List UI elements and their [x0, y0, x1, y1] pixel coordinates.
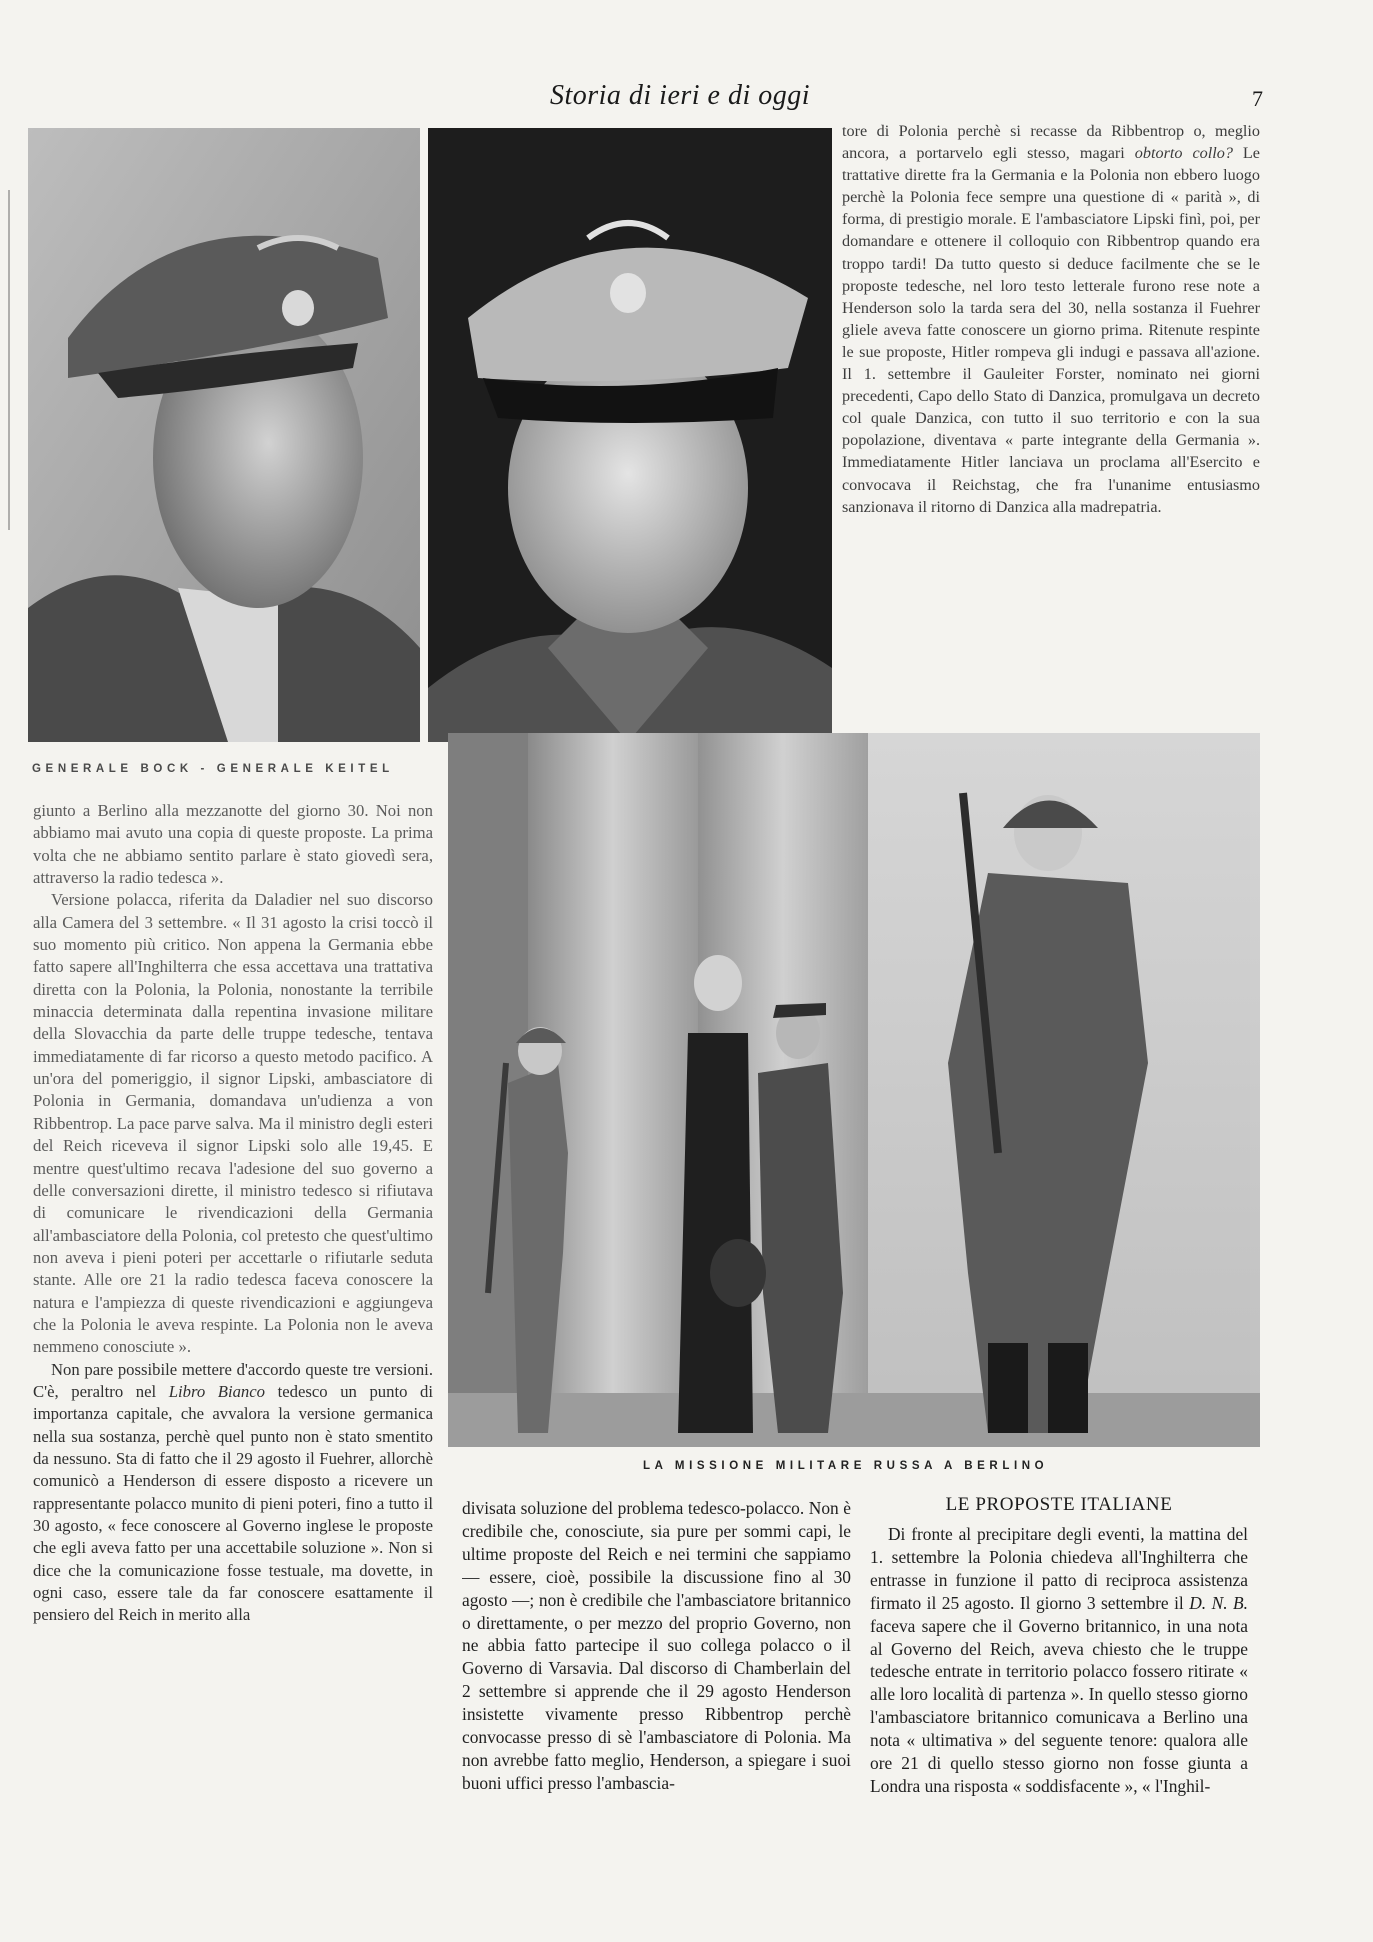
italic-text: obtorto collo? — [1134, 144, 1233, 163]
text-run: Di fronte al precipitare degli eventi, la mattina del 1. settembre la Polonia chiedeva all'Inghilterra che entrasse in funzione il patto di reciproca assistenza firmato il 25 agosto. Il giorno 3 settembre il — [870, 1524, 1248, 1613]
running-header-title: Storia di ieri e di oggi — [549, 80, 811, 111]
italic-text: Libro Bianco — [168, 1381, 266, 1401]
text-run: tedesco un punto di importanza capitale, che avvalora la versione germanica nella sua sostanza, perchè quel punto non è stato smentito da nessuno. Sta di fatto che il 29 agosto il Fuehrer, allorchè comunicò a Henderson di essere disposto a ricevere un rappresentante polacco munito di pieni poteri, fino a tutto il 30 agosto, « fece conoscere al Governo inglese le proposte che egli aveva fatto per una accettabile soluzione ». Non si dice che la comunicazione fosse testuale, ma dovette, in ogni caso, essere tale da far conoscere esattamente il pensiero del Reich in merito alla — [33, 1381, 433, 1625]
photo-russian-military-mission — [448, 733, 1260, 1447]
text-run: Non pare possibile mettere d'accordo queste tre versioni. C'è, peraltro nel — [33, 1359, 433, 1401]
section-heading: LE PROPOSTE ITALIANE — [945, 1494, 1173, 1515]
article-top-right-column — [842, 120, 1260, 668]
margin-rule — [8, 190, 10, 530]
paragraph: divisata soluzione del problema tedesco-polacco. Non è credibile che, conosciute, sia pure per sommi capi, le ultime proposte del Reich e nei termini che sappiamo — essere, cioè, possibile la discussione fino al 30 agosto —; non è credibile che l'ambasciatore britannico o direttamente, o per mezzo del proprio Governo, non ne abbia fatto partecipe il suo collega polacco o il Governo di Varsavia. Dal discorso di Chamberlain del 2 settembre si apprende che il 29 agosto Henderson insistette vivamente presso Ribbentrop perchè convocasse presso di sè l'ambasciatore di Polonia. Ma non avrebbe fatto meglio, Henderson, a spiegare i suoi buoni uffici presso l'ambascia- — [462, 1498, 851, 1793]
caption-generals: GENERALE BOCK - GENERALE KEITEL — [32, 763, 394, 775]
paragraph — [33, 1359, 433, 1627]
italic-text: D. N. B. — [1189, 1592, 1248, 1613]
paragraph: giunto a Berlino alla mezzanotte del giorno 30. Noi non abbiamo mai avuto una copia di queste proposte. La prima volta che ne abbiamo sentito parlare è stato giovedì sera, attraverso la radio tedesca ». — [33, 801, 433, 888]
caption-russian-mission: LA MISSIONE MILITARE RUSSA A BERLINO — [643, 1460, 1049, 1472]
article-right-column — [870, 1523, 1248, 1927]
photo-general-bock — [28, 128, 420, 742]
article-middle-column — [462, 1497, 851, 1927]
photo-general-keitel — [428, 128, 832, 742]
paragraph: Versione polacca, riferita da Daladier nel suo discorso alla Camera del 3 settembre. « Il 31 agosto la crisi toccò il suo momento più critico. Non appena la Germania ebbe fatto sapere all'Inghilterra che essa accettava una trattativa diretta con la Polonia, la Polonia, nonostante la terribile minaccia determinata dalla repentina invasione militare della Slovacchia da parte delle truppe tedesche, tentava immediatamente di far ricorso a questo metodo pacifico. A un'ora del pomeriggio, il signor Lipski, ambasciatore di Polonia in Germania, domandava un'udienza a von Ribbentrop. La pace parve salva. Ma il ministro degli esteri del Reich riceveva il signor Lipski solo alle 19,45. E mentre quest'ultimo recava l'adesione del suo governo a delle conversazioni dirette, il ministro tedesco si rifiutava di comunicare le rivendicazioni della Germania all'ambasciatore della Polonia, col pretesto che quest'ultimo non aveva i pieni poteri per accettarle o rifiutarle seduta stante. Alle ore 21 la radio tedesca faceva conoscere la natura e l'ampiezza di queste rivendicazioni e aggiungeva che la Polonia le aveva respinte. La Polonia non le aveva nemmeno conosciute ». — [33, 890, 433, 1357]
article-left-column — [33, 800, 433, 1925]
text-run: tore di Polonia perchè si recasse da Ribbentrop o, meglio ancora, a portarvelo egli stesso, magari — [842, 122, 1260, 163]
paragraph — [870, 1523, 1248, 1798]
paragraph — [842, 120, 1260, 518]
page-number: 7 — [1252, 86, 1263, 111]
text-run: faceva sapere che il Governo britannico, in una nota al Governo del Reich, aveva chiesto che le truppe tedesche entrate in territorio polacco fossero ritirate « alle loro località di partenza ». In quello stesso giorno l'ambasciatore britannico comunicava a Berlino una nota « ultimativa » del seguente tenore: qualora alle ore 21 di quello stesso giorno non fosse giunta a Londra una risposta « soddisfacente », « l'Inghil- — [870, 1615, 1248, 1796]
text-run: Le trattative dirette fra la Germania e la Polonia non ebbero luogo perchè la Polonia fece sempre una questione di « parità », di forma, di prestigio morale. E l'ambasciatore Lipski finì, poi, per domandare e ottenere il colloquio con Ribbentrop quando era troppo tardi! Da tutto questo si deduce facilmente che se le proposte tedesche, nel loro testo letterale furono rese note a Henderson solo la tarda sera del 30, nella sostanza il Fuehrer gliele aveva fatte conoscere un giorno prima. Ritenute respinte le sue proposte, Hitler rompeva gli indugi e passava all'azione. Il 1. settembre il Gauleiter Forster, nominato nei giorni precedenti, Capo dello Stato di Danzica, promulgava un decreto col quale Danzica, con tutto il suo territorio e con la sua popolazione, diventava « parte integrante della Germania ». Immediatamente Hitler lanciava un proclama all'Esercito e convocava il Reichstag, che fra l'unanime entusiasmo sanzionava il ritorno di Danzica alla madrepatria. — [842, 144, 1260, 516]
